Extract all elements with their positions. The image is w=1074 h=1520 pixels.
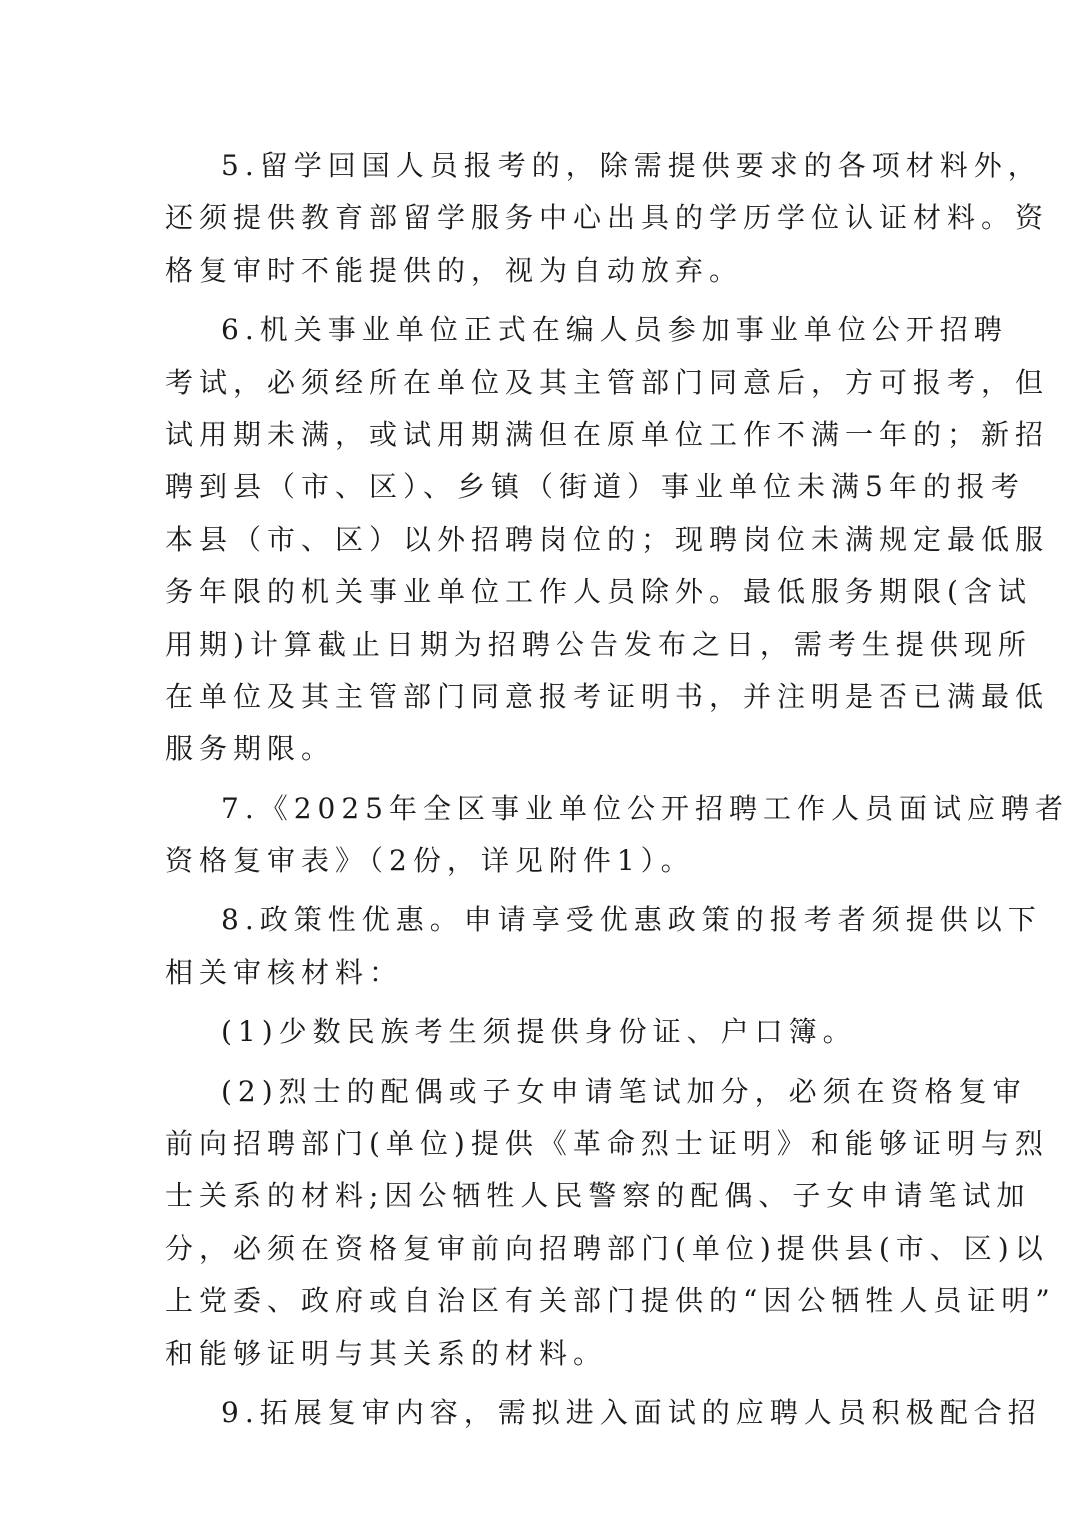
text-line: 士关系的材料;因公牺牲人民警察的配偶、子女申请笔试加	[165, 1179, 1031, 1213]
text-line: 资格复审表》（2份，详见附件1）。	[165, 844, 695, 878]
document-body	[165, 140, 1069, 1439]
text-line: 考试，必须经所在单位及其主管部门同意后，方可报考，但	[165, 365, 1050, 399]
paragraph-item-7	[165, 783, 1069, 888]
text-line: 聘到县（市、区）、乡镇（街道）事业单位未满5年的报考	[165, 470, 1025, 504]
paragraph-item-6	[165, 304, 1050, 776]
text-line: 8.政策性优惠。申请享受优惠政策的报考者须提供以下	[221, 903, 1042, 937]
text-line: (1)少数民族考生须提供身份证、户口簿。	[221, 1015, 857, 1049]
text-line: 相关审核材料：	[165, 955, 404, 989]
text-line: 6.机关事业单位正式在编人员参加事业单位公开招聘	[221, 313, 1008, 347]
text-line: 务年限的机关事业单位工作人员除外。最低服务期限(含试	[165, 575, 1032, 609]
text-line: 上党委、政府或自治区有关部门提供的“因公牺牲人员证明”	[165, 1284, 1056, 1318]
text-line: 服务期限。	[165, 732, 336, 766]
text-line: 和能够证明与其关系的材料。	[165, 1336, 608, 1370]
text-line: 格复审时不能提供的，视为自动放弃。	[165, 253, 744, 287]
text-line: 分，必须在资格复审前向招聘部门(单位)提供县(市、区)以	[165, 1231, 1049, 1265]
text-line: 本县（市、区）以外招聘岗位的；现聘岗位未满规定最低服	[165, 522, 1050, 556]
text-line: 前向招聘部门(单位)提供《革命烈士证明》和能够证明与烈	[165, 1127, 1049, 1161]
paragraph-item-8	[165, 894, 1042, 999]
text-line: (2)烈士的配偶或子女申请笔试加分，必须在资格复审	[221, 1074, 1027, 1108]
text-line: 7.《2025年全区事业单位公开招聘工作人员面试应聘者	[221, 791, 1069, 825]
text-line: 9.拓展复审内容，需拟进入面试的应聘人员积极配合招	[221, 1395, 1042, 1429]
paragraph-subitem-1	[165, 1006, 910, 1058]
text-line: 5.留学回国人员报考的，除需提供要求的各项材料外，	[221, 149, 1042, 182]
paragraph-subitem-2	[165, 1066, 1056, 1380]
text-line: 用期)计算截止日期为招聘公告发布之日，需考生提供现所	[165, 627, 1032, 661]
paragraph-item-5	[165, 140, 1050, 297]
paragraph-item-9	[165, 1387, 1042, 1439]
text-line: 在单位及其主管部门同意报考证明书，并注明是否已满最低	[165, 679, 1050, 713]
text-line: 还须提供教育部留学服务中心出具的学历学位认证材料。资	[165, 201, 1050, 235]
text-line: 试用期未满，或试用期满但在原单位工作不满一年的；新招	[165, 417, 1050, 451]
